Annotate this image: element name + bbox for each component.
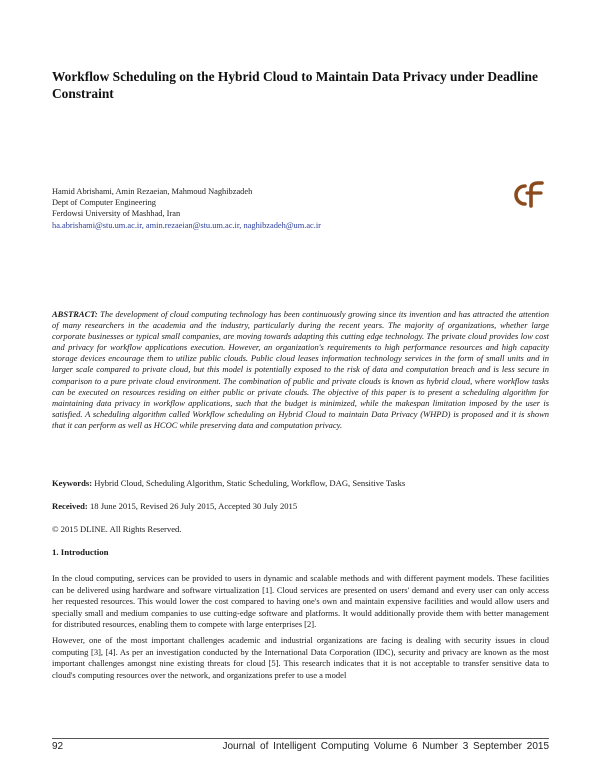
author-university: Ferdowsi University of Mashhad, Iran [52, 209, 181, 219]
abstract-label: ABSTRACT: [52, 309, 98, 319]
abstract [52, 309, 549, 431]
received-line [52, 501, 552, 512]
abstract-text: The development of cloud computing technology has been continuously growing since its invention and has attracted the attention of many researchers in the academia and the industry, particularly during the recent years. The majority of organizations, whether large corporate businesses or typical small companies, are moving towards adapting this cutting edge technology. The private cloud provides low cost and privacy for workflow applications execution. However, an organization's requirements to high performance resources and high capacity storage devices encourage them to utilize public clouds. Public cloud leases information technology services in the form of small units and in larger scale compared to private cloud, but this model is potentially exposed to the risk of data and computation breach and is less secure in comparison to a pure private cloud environment. The combination of public and private clouds is known as hybrid cloud, where workflow tasks can be executed on resources residing on either public or private clouds. The objective of this paper is to present a scheduling algorithm for maintaining data privacy in workflow applications, such that the budget is minimized, while the makespan limitation imposed by the user is satisfied. A scheduling algorithm called Workflow scheduling on Hybrid Cloud to maintain Data Privacy (WHPD) is proposed and it is shown that it can perform as well as HCOC while preserving data and computation privacy. [52, 309, 549, 430]
intro-paragraph-2: However, one of the most important challenges academic and industrial organizations are facing is dealing with security issues in cloud computing [3], [4]. As per an investigation conducted by the International Data Corporation (IDC), security and privacy are known as the most important challenges amongst nine existing threats for cloud [5]. This research indicates that it is not acceptable to transfer sensitive data to cloud's computing resources over the network, and organizations prefer to use a model [52, 635, 549, 680]
page-footer [52, 740, 549, 756]
journal-citation: Journal of Intelligent Computing Volume 6 Number 3 September 2015 [222, 741, 549, 752]
copyright-notice: © 2015 DLINE. All Rights Reserved. [52, 524, 182, 534]
intro-paragraph-1: In the cloud computing, services can be provided to users in dynamic and scalable methods and with different payment models. These facilities can be delivered using hardware and software virtualization [1]. Cloud services are presented on users' demand and every user can only access her requested resources. This would lower the cost compared to having one's own and maintain expensive facilities and would allow users and specially small and medium companies to use cutting-edge software and platforms. It would additionally provide them with better management for distributed resources, enabling them to compete with large enterprises [2]. [52, 573, 549, 629]
author-department: Dept of Computer Engineering [52, 198, 156, 208]
page-number: 92 [52, 741, 64, 752]
received-label: Received: [52, 501, 88, 511]
section-heading: 1. Introduction [52, 547, 109, 557]
received-text: 18 June 2015, Revised 26 July 2015, Accepted 30 July 2015 [87, 501, 298, 511]
author-block [52, 186, 472, 231]
cf-journal-logo-icon [510, 180, 544, 208]
paper-title: Workflow Scheduling on the Hybrid Cloud to Maintain Data Privacy under Deadline Constraint [52, 69, 538, 101]
footer-divider [52, 738, 549, 739]
keywords-line [52, 478, 552, 489]
keywords-text: Hybrid Cloud, Scheduling Algorithm, Static Scheduling, Workflow, DAG, Sensitive Tasks [92, 478, 406, 488]
keywords-label: Keywords: [52, 478, 93, 488]
author-emails[interactable]: ha.abrishami@stu.um.ac.ir, amin.rezaeian@stu.um.ac.ir, naghibzadeh@um.ac.ir [52, 220, 321, 230]
author-names: Hamid Abrishami, Amin Rezaeian, Mahmoud Naghibzadeh [52, 187, 253, 196]
